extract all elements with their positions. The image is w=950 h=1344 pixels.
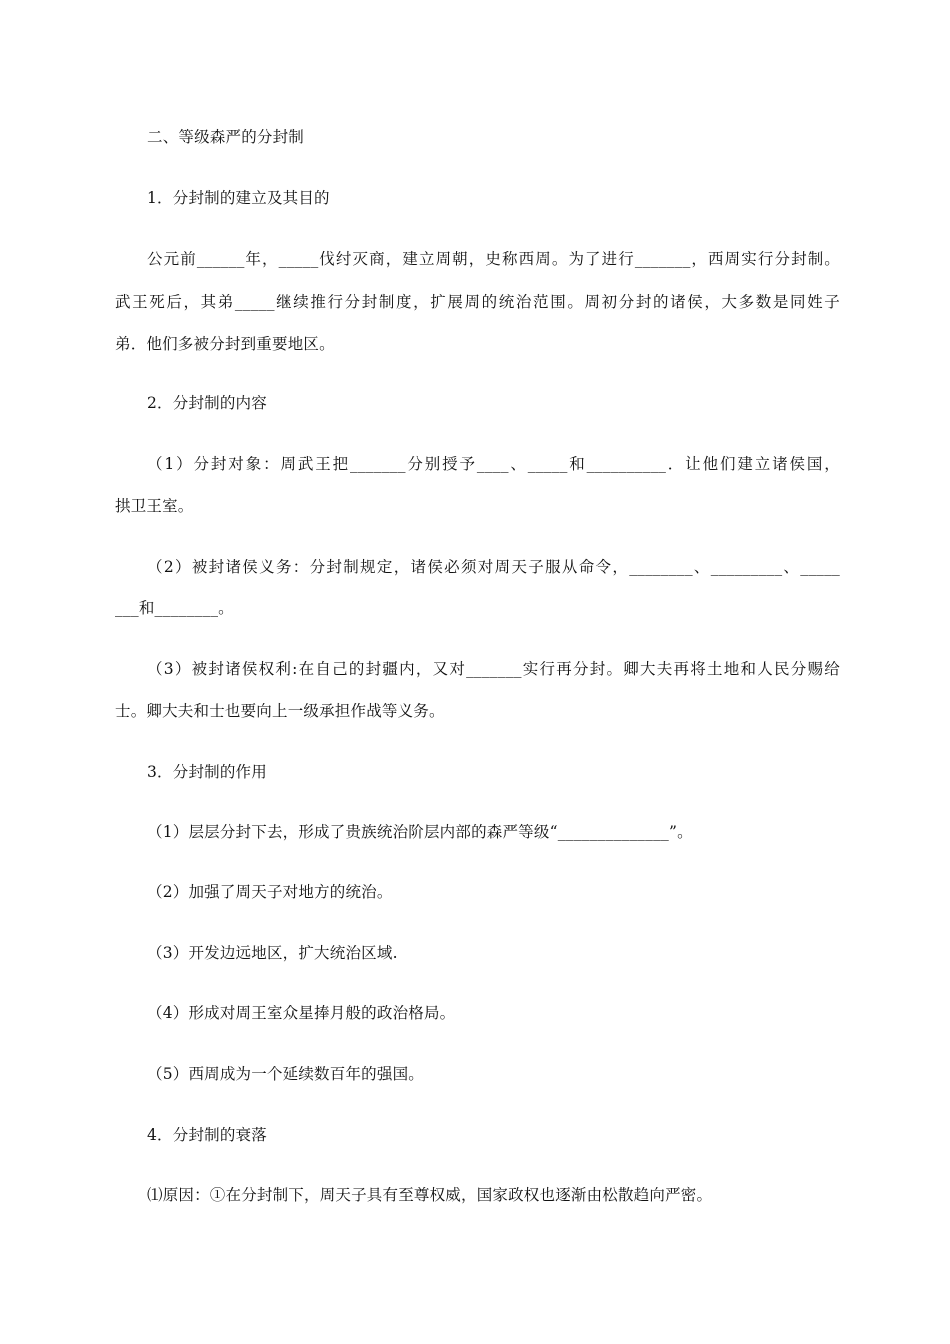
subheading-content: 2．分封制的内容 xyxy=(147,394,267,412)
section-title: 二、等级森严的分封制 xyxy=(147,128,305,146)
list-item: （3）开发边远地区，扩大统治区域. xyxy=(147,944,398,962)
paragraph-line: 公元前______年，_____伐纣灭商，建立周朝，史称西周。为了进行_______，西周实行分封制。 xyxy=(147,250,840,268)
subheading-decline: 4．分封制的衰落 xyxy=(147,1126,267,1144)
list-item-line: （2）被封诸侯义务：分封制规定，诸侯必须对周天子服从命令，________、_________、_____ xyxy=(147,558,840,576)
list-item-line: 拱卫王室。 xyxy=(115,497,194,515)
subheading-establishment: 1．分封制的建立及其目的 xyxy=(147,189,330,207)
list-item: ⑴原因：①在分封制下，周天子具有至尊权威，国家政权也逐渐由松散趋向严密。 xyxy=(147,1186,713,1204)
list-item-line: （1）分封对象：周武王把_______分别授予____、_____和__________．让他们建立诸侯国， xyxy=(147,455,840,473)
list-item-line: （3）被封诸侯权利:在自己的封疆内，又对_______实行再分封。卿大夫再将土地和人民分赐给 xyxy=(147,660,840,678)
paragraph-line: 武王死后，其弟_____继续推行分封制度，扩展周的统治范围。周初分封的诸侯，大多数是同姓子 xyxy=(115,293,840,311)
list-item: （2）加强了周天子对地方的统治。 xyxy=(147,883,393,901)
list-item-line: 士。卿大夫和士也要向上一级承担作战等义务。 xyxy=(115,702,445,720)
subheading-effects: 3．分封制的作用 xyxy=(147,763,267,781)
paragraph-line: 弟．他们多被分封到重要地区。 xyxy=(115,335,335,353)
list-item-line: ___和________。 xyxy=(115,599,234,617)
list-item: （5）西周成为一个延续数百年的强国。 xyxy=(147,1065,424,1083)
list-item: （4）形成对周王室众星捧月般的政治格局。 xyxy=(147,1004,456,1022)
list-item: （1）层层分封下去，形成了贵族统治阶层内部的森严等级“______________”。 xyxy=(147,823,693,841)
